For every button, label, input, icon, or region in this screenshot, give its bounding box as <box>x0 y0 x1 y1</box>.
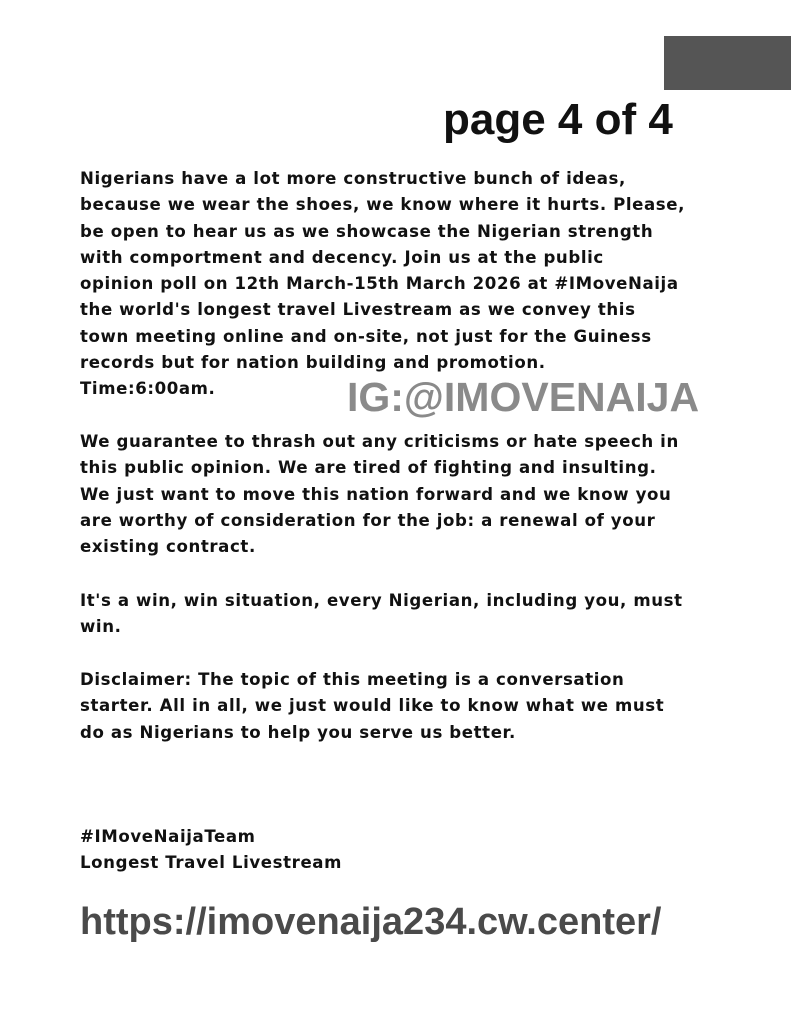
paragraph-line: Time:6:00am. <box>80 379 216 399</box>
paragraph-guarantee <box>80 429 780 560</box>
signature-block <box>80 824 780 877</box>
paragraph-line: do as Nigerians to help you serve us better. <box>80 722 516 742</box>
team-hashtag: #IMoveNaijaTeam <box>80 827 256 846</box>
paragraph-line: be open to hear us as we showcase the Nigerian strength <box>80 221 654 241</box>
paragraph-line: It's a win, win situation, every Nigerian, including you, must <box>80 591 683 610</box>
paragraph-line: records but for nation building and promotion. <box>80 353 546 373</box>
paragraph-line: starter. All in all, we just would like to know what we must <box>80 696 665 716</box>
paragraph-invitation <box>80 166 780 403</box>
paragraph-line: town meeting online and on-site, not just for the Guiness <box>80 326 652 346</box>
paragraph-line: the world's longest travel Livestream as we convey this <box>80 300 636 320</box>
page-number-label: page 4 of 4 <box>443 95 673 144</box>
paragraph-line: We just want to move this nation forward and we know you <box>80 484 672 504</box>
paragraph-line: We guarantee to thrash out any criticisms or hate speech in <box>80 432 679 451</box>
paragraph-line: Disclaimer: The topic of this meeting is a conversation <box>80 670 625 689</box>
team-tagline: Longest Travel Livestream <box>80 853 342 873</box>
paragraph-win-win <box>80 588 780 641</box>
paragraph-line: this public opinion. We are tired of fighting and insulting. <box>80 458 657 478</box>
instagram-handle-watermark: IG:@IMOVENAIJA <box>347 374 700 420</box>
paragraph-line: Nigerians have a lot more constructive bunch of ideas, <box>80 169 626 188</box>
paragraph-line: because we wear the shoes, we know where it hurts. Please, <box>80 195 686 215</box>
website-url: https://imovenaija234.cw.center/ <box>80 901 662 943</box>
paragraph-disclaimer <box>80 667 780 746</box>
paragraph-line: with comportment and decency. Join us at the public <box>80 247 604 267</box>
paragraph-line: opinion poll on 12th March-15th March 2026 at #IMoveNaija <box>80 274 679 294</box>
paragraph-line: existing contract. <box>80 537 256 557</box>
paragraph-line: are worthy of consideration for the job: a renewal of your <box>80 510 656 530</box>
corner-decoration-block <box>664 36 791 90</box>
paragraph-line: win. <box>80 617 122 637</box>
